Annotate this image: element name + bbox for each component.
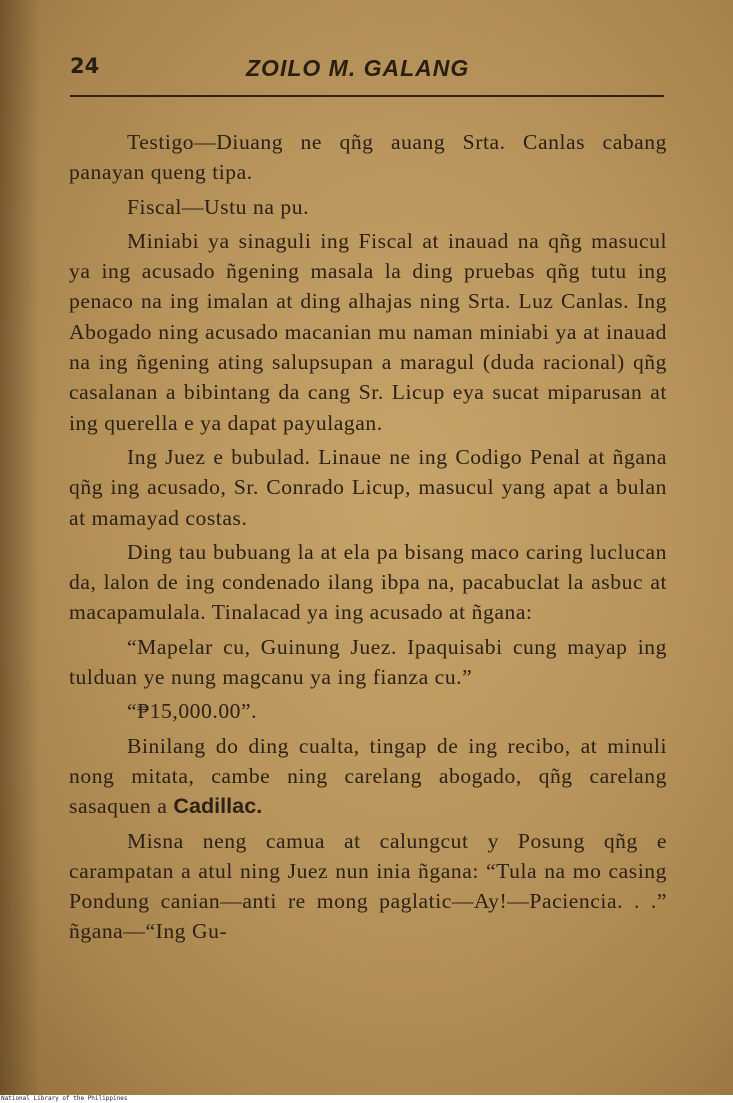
paragraph-fiscal: Fiscal—Ustu na pu. xyxy=(127,194,310,219)
paragraph-miniabi: Miniabi ya sinaguli ing Fiscal at inauad na qñg masucul ya ing acusado ñgening masala la ding pruebas qñg tutu ing penaco na ing imalan at ding alhajas ning Srta. Luz Canlas. Ing Abogado ning acusado macanian mu naman miniabi ya at inauad na ing ñgening ating salupsupan a maragul (duda racional) qñg casalanan a bibintang da cang Sr. Licup eya sucat miparusan at ing querella e ya dapat payulagan. xyxy=(69,228,667,435)
paragraph-testigo: Testigo—Diuang ne qñg auang Srta. Canlas cabang panayan queng tipa. xyxy=(69,130,667,185)
paragraph-binilang xyxy=(69,731,667,822)
footer-credit: National Library of the Philippines xyxy=(1,1095,128,1102)
paragraph-amount: “₱15,000.00”. xyxy=(127,699,258,724)
brand-cadillac: Cadillac. xyxy=(173,793,263,819)
paragraph-mapelar: “Mapelar cu, Guinung Juez. Ipaquisabi cung mayap ing tulduan ye nung magcanu ya ing fianza cu.” xyxy=(69,634,667,690)
body-text xyxy=(69,127,667,951)
page-header xyxy=(70,54,664,84)
page-number: 24 xyxy=(70,54,100,78)
header-rule xyxy=(70,95,664,97)
running-head: ZOILO M. GALANG xyxy=(246,55,470,81)
paragraph-binilang-text: Binilang do ding cualta, tingap de ing recibo, at minuli nong mitata, cambe ning carelang abogado, qñg carelang sasaquen a xyxy=(69,733,667,819)
paragraph-ding-tau: Ding tau bubuang la at ela pa bisang maco caring luclucan da, lalon de ing condenado ilang ibpa na, pacabuclat la asbuc at macapamulala. Tinalacad ya ing acusado at ñgana: xyxy=(69,539,667,625)
paragraph-juez: Ing Juez e bubulad. Linaue ne ing Codigo Penal at ñgana qñg ing acusado, Sr. Conrado Licup, masucul yang apat a bulan at mamayad costas. xyxy=(69,444,667,530)
footer-strip xyxy=(0,1095,733,1103)
paragraph-misna: Misna neng camua at calungcut y Posung qñg e carampatan a atul ning Juez nun inia ñgana: “Tula na mo casing Pondung canian—anti re mong paglatic—Ay!—Paciencia. . .” ñgana—“Ing Gu- xyxy=(69,828,667,944)
